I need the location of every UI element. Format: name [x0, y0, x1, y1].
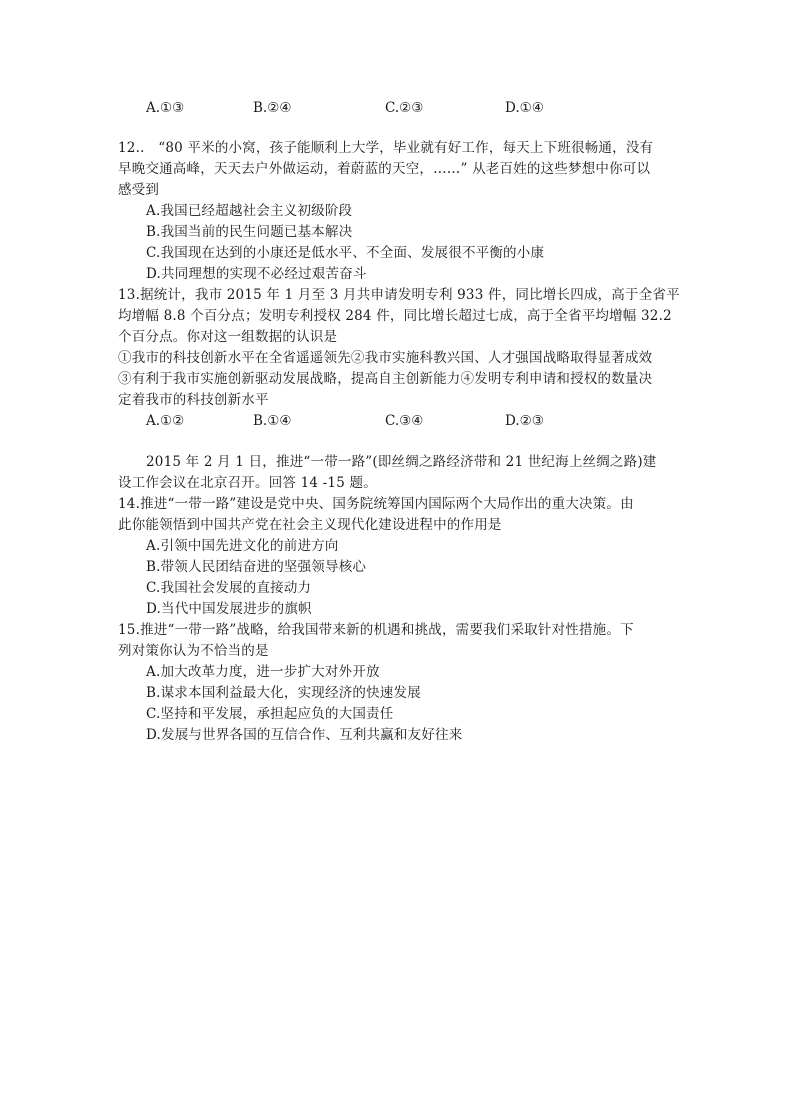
intro-line-1: 2015 年 2 月 1 日，推进“一带一路”(即丝绸之路经济带和 21 世纪海上丝绸之路)建	[146, 454, 657, 470]
q13-option-c: C.③④	[385, 413, 424, 429]
q13-stem-line-1: 13.据统计，我市 2015 年 1 月至 3 月共申请发明专利 933 件，同比增长四成，高于全省平	[118, 287, 680, 303]
q13-stem-line-2: 均增幅 8.8 个百分点；发明专利授权 284 件，同比增长超过七成，高于全省平均增幅 32.2	[118, 308, 672, 324]
q12-stem-line-3: 感受到	[118, 182, 160, 198]
q13-stem-line-3: 个百分点。你对这一组数据的认识是	[118, 329, 338, 345]
q13-option-a: A.①②	[146, 413, 185, 429]
q15-stem-line-2: 列对策你认为不恰当的是	[118, 643, 269, 659]
q15-option-c: C.坚持和平发展，承担起应负的大国责任	[146, 706, 394, 722]
q12-option-c: C.我国现在达到的小康还是低水平、不全面、发展很不平衡的小康	[146, 245, 545, 261]
q14-stem-line-1: 14.推进“一带一路”建设是党中央、国务院统筹国内国际两个大局作出的重大决策。由	[118, 496, 634, 512]
q15-option-a: A.加大改革力度，进一步扩大对外开放	[146, 664, 380, 680]
q11-option-c: C.②③	[385, 100, 424, 116]
q12-stem-line-1: 12.. “80 平米的小窝，孩子能顺利上大学，毕业就有好工作，每天上下班很畅通，没有	[118, 140, 654, 156]
q12-option-d: D.共同理想的实现不必经过艰苦奋斗	[146, 266, 367, 282]
q12-option-b: B.我国当前的民生问题已基本解决	[146, 224, 353, 240]
q14-stem-line-2: 此你能领悟到中国共产党在社会主义现代化建设进程中的作用是	[118, 517, 502, 533]
q13-statement-line-3: 定着我市的科技创新水平	[118, 392, 269, 408]
q15-option-b: B.谋求本国利益最大化，实现经济的快速发展	[146, 685, 421, 701]
q13-option-d: D.②③	[505, 413, 544, 429]
q11-option-b: B.②④	[253, 100, 292, 116]
q14-option-d: D.当代中国发展进步的旗帜	[146, 601, 312, 617]
q13-statement-line-2: ③有利于我市实施创新驱动发展战略，提高自主创新能力④发明专利申请和授权的数量决	[118, 371, 653, 387]
intro-line-2: 设工作会议在北京召开。回答 14 -15 题。	[118, 475, 377, 491]
q11-option-d: D.①④	[505, 100, 544, 116]
q13-option-b: B.①④	[253, 413, 292, 429]
q14-option-c: C.我国社会发展的直接动力	[146, 580, 312, 596]
q12-option-a: A.我国已经超越社会主义初级阶段	[146, 203, 353, 219]
q14-option-a: A.引领中国先进文化的前进方向	[146, 538, 339, 554]
q12-stem-line-2: 早晚交通高峰，天天去户外做运动，着蔚蓝的天空，……” 从老百姓的这些梦想中你可以	[118, 161, 651, 177]
q13-statement-line-1: ①我市的科技创新水平在全省遥遥领先②我市实施科教兴国、人才强国战略取得显著成效	[118, 350, 653, 366]
q11-option-a: A.①③	[146, 100, 185, 116]
q14-option-b: B.带领人民团结奋进的坚强领导核心	[146, 559, 367, 575]
q15-option-d: D.发展与世界各国的互信合作、互利共赢和友好往来	[146, 727, 463, 743]
q15-stem-line-1: 15.推进“一带一路”战略，给我国带来新的机遇和挑战，需要我们采取针对性措施。下	[118, 622, 634, 638]
